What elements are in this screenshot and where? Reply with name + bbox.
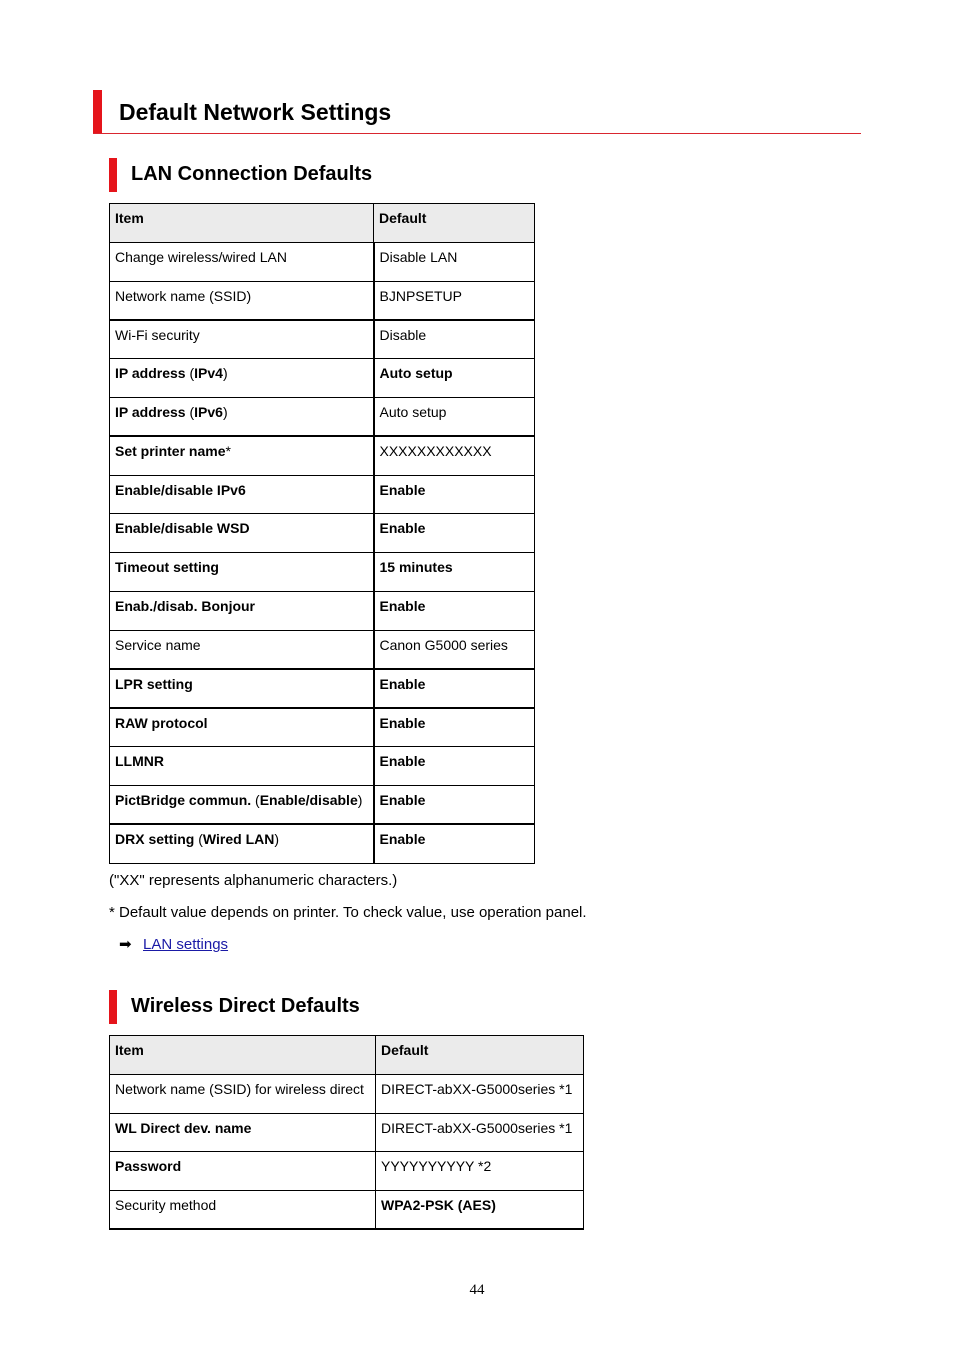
table-row bbox=[110, 747, 535, 786]
page-title: Default Network Settings bbox=[119, 99, 392, 125]
table-row bbox=[110, 824, 535, 863]
item-cell: LPR setting bbox=[110, 669, 374, 708]
default-cell: Enable bbox=[374, 747, 535, 786]
default-cell: WPA2-PSK (AES) bbox=[376, 1191, 584, 1230]
column-header-default: Default bbox=[376, 1036, 584, 1075]
table-row bbox=[110, 281, 535, 320]
item-cell: WL Direct dev. name bbox=[110, 1113, 376, 1152]
default-cell: Enable bbox=[374, 708, 535, 747]
arrow-right-icon: ➡ bbox=[119, 936, 132, 953]
item-cell: Network name (SSID) for wireless direct bbox=[110, 1074, 376, 1113]
page-heading bbox=[93, 90, 861, 134]
item-cell: LLMNR bbox=[110, 747, 374, 786]
default-cell: DIRECT-abXX-G5000series *1 bbox=[376, 1074, 584, 1113]
lan-settings-link[interactable]: LAN settings bbox=[143, 936, 229, 953]
item-cell: Enable/disable IPv6 bbox=[110, 475, 374, 514]
section-accent-bar bbox=[109, 158, 117, 192]
table-row bbox=[110, 1152, 584, 1191]
default-cell: Auto setup bbox=[374, 397, 535, 436]
default-cell: Canon G5000 series bbox=[374, 630, 535, 669]
table-header-row bbox=[110, 1036, 584, 1075]
table-row bbox=[110, 359, 535, 398]
item-cell: Network name (SSID) bbox=[110, 281, 374, 320]
default-cell: BJNPSETUP bbox=[374, 281, 535, 320]
table-row bbox=[110, 397, 535, 436]
table-row bbox=[110, 320, 535, 359]
table-row bbox=[110, 242, 535, 281]
column-header-item: Item bbox=[110, 204, 374, 243]
item-cell: Security method bbox=[110, 1191, 376, 1230]
table-row bbox=[110, 630, 535, 669]
default-cell: XXXXXXXXXXXX bbox=[374, 436, 535, 475]
default-cell: Enable bbox=[374, 475, 535, 514]
table-row bbox=[110, 1113, 584, 1152]
wireless-section-title: Wireless Direct Defaults bbox=[131, 995, 360, 1017]
default-cell: Enable bbox=[374, 591, 535, 630]
item-cell: IP address (IPv4) bbox=[110, 359, 374, 398]
page-number: 44 bbox=[469, 1282, 485, 1298]
table-row bbox=[110, 785, 535, 824]
lan-settings-link-row bbox=[119, 935, 228, 953]
note-xx: ("XX" represents alphanumeric characters.) bbox=[109, 872, 398, 889]
table-row bbox=[110, 514, 535, 553]
default-cell: 15 minutes bbox=[374, 553, 535, 592]
wireless-direct-defaults-table bbox=[109, 1035, 584, 1230]
default-cell: Enable bbox=[374, 785, 535, 824]
table-row bbox=[110, 475, 535, 514]
item-cell: Change wireless/wired LAN bbox=[110, 242, 374, 281]
item-cell: Enable/disable WSD bbox=[110, 514, 374, 553]
default-cell: Disable LAN bbox=[374, 242, 535, 281]
table-row bbox=[110, 591, 535, 630]
item-cell: Password bbox=[110, 1152, 376, 1191]
table-header-row bbox=[110, 204, 535, 243]
item-cell: Wi-Fi security bbox=[110, 320, 374, 359]
table-row bbox=[110, 1191, 584, 1230]
lan-defaults-table bbox=[109, 203, 535, 864]
item-cell: IP address (IPv6) bbox=[110, 397, 374, 436]
default-cell: DIRECT-abXX-G5000series *1 bbox=[376, 1113, 584, 1152]
item-cell: PictBridge commun. (Enable/disable) bbox=[110, 785, 374, 824]
item-cell: RAW protocol bbox=[110, 708, 374, 747]
default-cell: Enable bbox=[374, 669, 535, 708]
column-header-item: Item bbox=[110, 1036, 376, 1075]
item-cell: Service name bbox=[110, 630, 374, 669]
section-accent-bar bbox=[109, 990, 117, 1024]
default-cell: Auto setup bbox=[374, 359, 535, 398]
note-default: * Default value depends on printer. To check value, use operation panel. bbox=[109, 904, 587, 921]
table-row bbox=[110, 1074, 584, 1113]
table-row bbox=[110, 436, 535, 475]
default-cell: Disable bbox=[374, 320, 535, 359]
column-header-default: Default bbox=[374, 204, 535, 243]
heading-accent-bar bbox=[93, 90, 102, 133]
item-cell: Set printer name* bbox=[110, 436, 374, 475]
table-row bbox=[110, 669, 535, 708]
item-cell: Enab./disab. Bonjour bbox=[110, 591, 374, 630]
item-cell: Timeout setting bbox=[110, 553, 374, 592]
table-row bbox=[110, 553, 535, 592]
item-cell: DRX setting (Wired LAN) bbox=[110, 824, 374, 863]
default-cell: Enable bbox=[374, 514, 535, 553]
default-cell: YYYYYYYYYY *2 bbox=[376, 1152, 584, 1191]
table-row bbox=[110, 708, 535, 747]
default-cell: Enable bbox=[374, 824, 535, 863]
lan-section-title: LAN Connection Defaults bbox=[131, 163, 373, 185]
